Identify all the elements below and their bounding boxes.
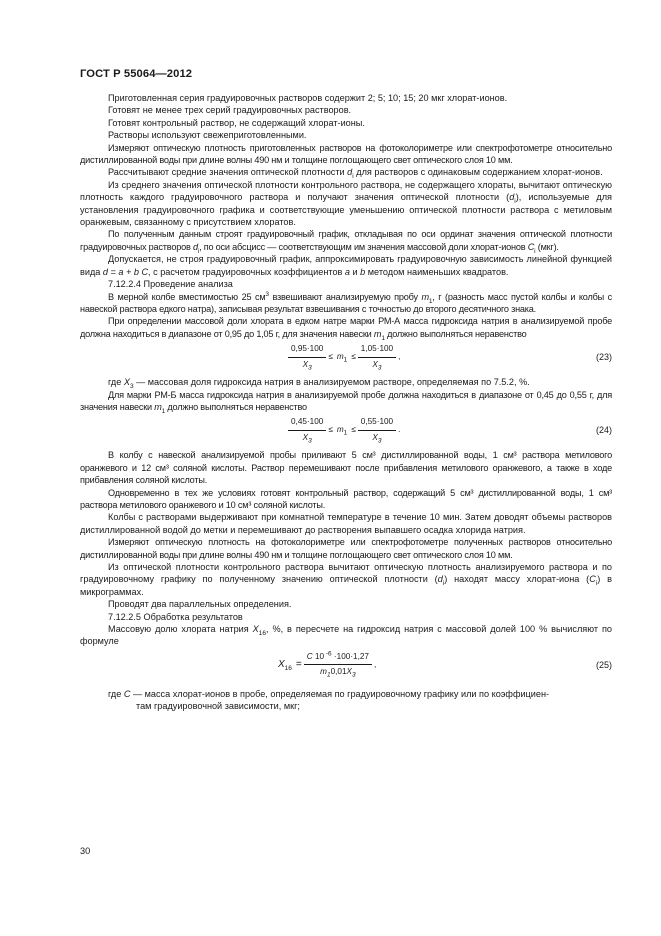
symbol-d: d — [509, 192, 515, 203]
superscript: 3 — [265, 290, 269, 298]
subscript: 16 — [284, 664, 292, 672]
symbol-d: d — [192, 241, 198, 252]
equation-25 — [80, 651, 612, 685]
punctuation: , — [398, 351, 401, 361]
where-clause — [80, 688, 612, 700]
subscript: 16 — [258, 629, 266, 637]
linear-function: d = a + b C — [102, 266, 149, 277]
symbol-a: a — [344, 266, 350, 277]
text: Массовую долю хлората натрия — [108, 624, 253, 635]
text: В мерной колбе вместимостью 25 см — [108, 291, 266, 302]
paragraph — [80, 561, 612, 598]
symbol-c: C — [527, 241, 535, 252]
middle-term — [335, 351, 349, 363]
symbol-m: m — [373, 328, 382, 339]
equation-formula — [288, 343, 402, 371]
denominator — [304, 665, 372, 678]
subscript: i — [514, 198, 516, 206]
symbol-m: m — [336, 351, 344, 361]
text: Из оптической плотности контрольного раствора вычитают оптическую плотность анализируемого раствора и по градуировочному графику по полученному значению оптической плотности ( — [80, 562, 612, 585]
subscript: 3 — [308, 437, 312, 445]
fraction — [358, 343, 396, 371]
text: , с расчетом градуировочных коэффициентов — [148, 266, 345, 277]
text: , по оси абсцисс — соответствующим им значения массовой доли хлорат-ионов — [199, 241, 528, 252]
text: должно выполняться неравенство — [165, 401, 307, 412]
denominator — [288, 358, 326, 371]
where-clause — [80, 376, 612, 388]
text: где — [108, 377, 124, 388]
subscript: i — [595, 580, 598, 588]
paragraph: Проводят два параллельных определения. — [108, 599, 292, 610]
subscript: 3 — [377, 437, 382, 445]
text: , г (разность масс пустой колбы и колбы с навеской раствора едкого натра), записывая результат взвешивания с точностью до второго десятичного знака. — [80, 291, 612, 314]
symbol-d: d — [437, 574, 443, 585]
symbol-x: X — [123, 377, 130, 388]
equals-sign: = — [295, 658, 302, 670]
text: (мкг). — [535, 241, 559, 252]
where-clause-continuation: там градуировочной зависимости, мкг; — [136, 701, 300, 712]
subscript: 3 — [377, 364, 382, 372]
equation-formula — [288, 416, 402, 444]
subscript: i — [197, 247, 200, 255]
fraction — [358, 416, 396, 444]
paragraph: Колбы с растворами выдерживают при комнатной температуре в течение 10 мин. Затем доводят объемы растворов дистиллированной водой до метки и перемешивают до растворения выпавшего осадка хлорида натрия. — [80, 512, 612, 535]
lhs-term — [276, 659, 294, 671]
document-body — [80, 92, 612, 713]
symbol-d: d — [347, 167, 353, 178]
paragraph — [80, 166, 612, 181]
text: — масса хлорат-ионов в пробе, определяемая по градуировочному графику или по коэффициен- — [130, 688, 550, 699]
text: Для марки РМ-Б масса гидроксида натрия в анализируемой пробе должна находиться в диапазоне от 0,45 до 0,55 г, для значения навески — [80, 389, 612, 412]
fraction — [304, 651, 372, 679]
paragraph: Измеряют оптическую плотность на фотоколориметре или спектрофотометре полученных растворов относительно дистиллированной воды при длине волны 490 нм и толщине поглощающего свет оптического слоя 10 мм. — [80, 537, 612, 560]
subscript: 1 — [381, 334, 385, 342]
subscript: 1 — [326, 671, 331, 679]
paragraph: Готовят не менее трех серий градуировочных растворов. — [108, 105, 352, 116]
operator: ≤ — [328, 425, 333, 435]
power-base: 10 — [312, 651, 325, 661]
denominator — [358, 358, 396, 371]
text: ) находят массу хлорат-иона ( — [444, 574, 590, 585]
text: ) в микрограммах. — [80, 574, 613, 597]
equation-formula — [276, 651, 378, 679]
equation-23 — [80, 343, 612, 373]
section-heading: 7.12.2.4 Проведение анализа — [108, 279, 233, 290]
equation-number: (23) — [595, 352, 612, 363]
fraction — [288, 416, 326, 444]
text: Допускается, не строя градуировочный график, аппроксимировать градуировочную зависимость линейной функцией вида — [80, 254, 612, 277]
paragraph: Растворы используют свежеприготовленными. — [108, 130, 307, 141]
subscript: 3 — [129, 382, 134, 390]
text: и — [349, 266, 361, 277]
middle-term — [335, 424, 349, 436]
text: методом наименьших квадратов. — [365, 266, 509, 277]
den-var: X — [302, 359, 309, 369]
equation-number: (24) — [595, 425, 612, 436]
subscript: 3 — [351, 671, 356, 679]
denominator — [358, 431, 396, 444]
text: Из среднего значения оптической плотности контрольного раствора, не содержащего хлораты, вычитают оптическую плотность каждого градуировочного раствора и получают значения оптической плотности ( — [80, 179, 612, 203]
subscript: 1 — [428, 297, 433, 305]
subscript: i — [534, 247, 536, 255]
subscript: 1 — [343, 429, 348, 437]
exponent: -6 — [324, 650, 332, 658]
numerator: 0,95·100 — [288, 343, 326, 357]
subscript: i — [442, 580, 445, 588]
paragraph — [80, 228, 612, 253]
den-m: m — [320, 667, 327, 677]
den-var: X — [372, 432, 378, 442]
symbol-c: C — [306, 651, 313, 661]
text: где — [108, 688, 124, 699]
den-var: X — [302, 432, 309, 442]
operator: ≤ — [351, 425, 356, 435]
text: , %, в пересчете на гидроксид натрия с массовой долей 100 % вычисляют по формуле — [80, 624, 612, 647]
text: При определении массовой доли хлората в едком натре марки РМ-А масса гидроксида натрия в анализируемой пробе должна находиться в диапазоне от 0,95 до 1,05 г, для значения навески — [80, 316, 612, 339]
text: Рассчитывают средние значения оптической плотности — [108, 167, 348, 178]
symbol-x16: X — [278, 658, 285, 670]
symbol-x16: X — [252, 624, 259, 635]
numerator-rest: ·100·1,27 — [331, 651, 369, 661]
symbol-m: m — [421, 291, 429, 302]
symbol-c: C — [123, 688, 131, 699]
symbol-b: b — [360, 266, 366, 277]
paragraph — [80, 253, 612, 278]
den-var: X — [372, 359, 378, 369]
subscript: i — [352, 173, 354, 181]
text: для растворов с одинаковым содержанием хлорат-ионов. — [353, 167, 603, 178]
punctuation: , — [373, 659, 377, 669]
paragraph — [80, 623, 612, 648]
paragraph: Одновременно в тех же условиях готовят контрольный раствор, содержащий 5 см³ дистиллированной воды, 1 см³ раствора метилового оранжевого и 10 см³ соляной кислоты. — [80, 487, 612, 510]
page-number: 30 — [80, 846, 91, 856]
text: — массовая доля гидроксида натрия в анализируемом растворе, определяемая по 7.5.2, %. — [133, 377, 530, 388]
subscript: 1 — [343, 356, 348, 364]
punctuation: . — [398, 425, 401, 435]
paragraph — [80, 291, 612, 316]
symbol-c: C — [589, 574, 596, 585]
text: По полученным данным строят градуировочный график, откладывая по оси ординат значения оптической плотности градуировочных растворов — [80, 229, 612, 252]
den-const: 0,01 — [330, 667, 347, 677]
paragraph: Готовят контрольный раствор, не содержащий хлорат-ионы. — [108, 117, 365, 128]
numerator: 0,45·100 — [288, 416, 326, 430]
symbol-m: m — [336, 425, 344, 435]
paragraph: Приготовленная серия градуировочных растворов содержит 2; 5; 10; 15; 20 мкг хлорат-ионов. — [108, 93, 508, 103]
paragraph: Измеряют оптическую плотность приготовленных растворов на фотоколориметре или спектрофотометре относительно дистиллированной воды при длине волны 490 нм и толщине поглощающего свет оптического слоя 10 мм. — [80, 142, 612, 166]
text: взвешивают анализируемую пробу — [268, 291, 422, 302]
symbol-m: m — [154, 401, 162, 412]
fraction — [288, 343, 326, 371]
text: должно выполняться неравенство — [384, 328, 527, 339]
paragraph — [80, 315, 612, 340]
subscript: 3 — [308, 364, 312, 372]
paragraph — [80, 389, 612, 414]
den-x: X — [346, 667, 352, 677]
paragraph — [80, 179, 612, 229]
denominator — [288, 431, 326, 444]
section-heading: 7.12.2.5 Обработка результатов — [108, 611, 243, 622]
subscript: 1 — [161, 407, 166, 415]
operator: ≤ — [328, 351, 333, 361]
numerator — [304, 651, 372, 665]
paragraph: В колбу с навеской анализируемой пробы приливают 5 см³ дистиллированной воды, 1 см³ раствора метилового оранжевого и 12 см³ соляной кислоты. Раствор перемешивают после прибавления метилового оранжевого, а также в ходе прибавления соляной кислоты. — [80, 450, 612, 486]
text: ), используемые для установления градуировочного графика и соответствующие уменьшению оптической плотности раствора с метиловым оранжевым, связанному с присутствием хлоратов. — [80, 192, 613, 228]
numerator: 1,05·100 — [358, 343, 396, 357]
operator: ≤ — [351, 351, 356, 361]
numerator: 0,55·100 — [358, 416, 396, 430]
document-header: ГОСТ Р 55064—2012 — [80, 68, 193, 80]
equation-24 — [80, 416, 612, 446]
equation-number: (25) — [595, 659, 612, 670]
